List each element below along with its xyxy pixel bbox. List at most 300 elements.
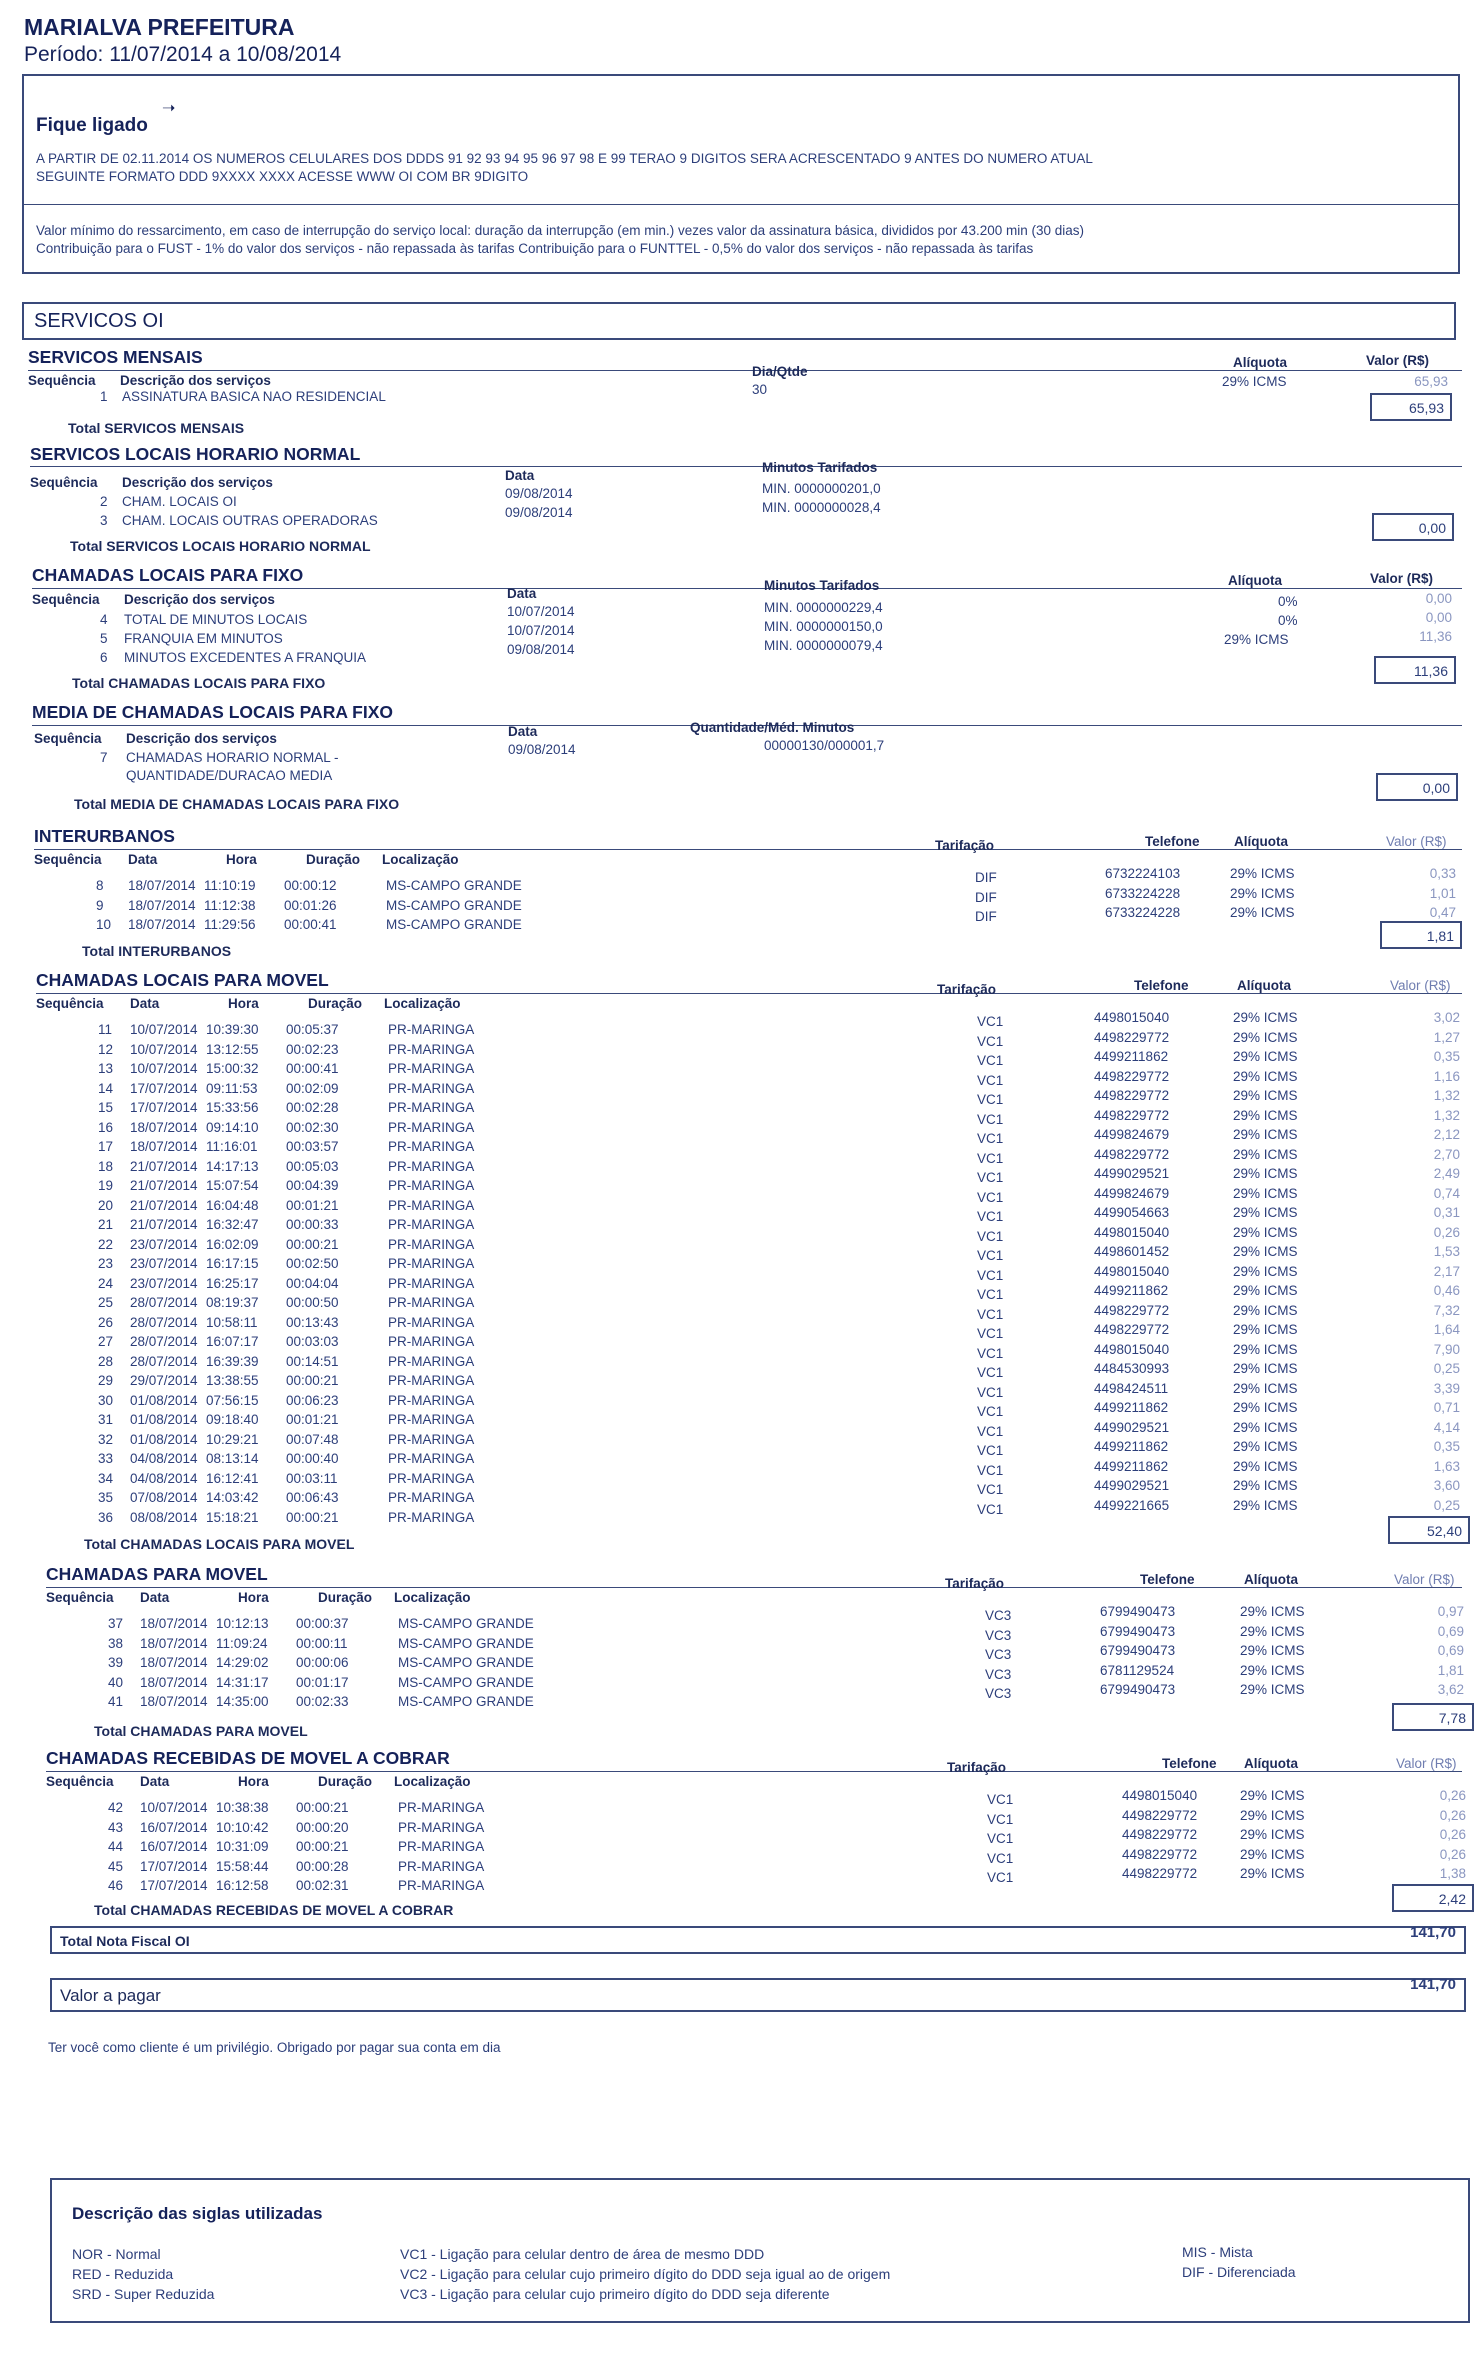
services-banner-label: SERVICOS OI	[34, 310, 164, 332]
row-hora: 09:14:10	[206, 1119, 259, 1135]
row-tarifacao: VC1	[977, 1053, 1004, 1068]
row-tarifacao: VC1	[977, 1404, 1004, 1419]
customer-name: MARIALVA PREFEITURA	[24, 14, 295, 40]
row-valor: 2,12	[1433, 1127, 1460, 1142]
s2-title: SERVICOS LOCAIS HORARIO NORMAL	[30, 444, 361, 464]
row-data: 17/07/2014	[130, 1080, 198, 1096]
row-valor: 7,32	[1433, 1302, 1460, 1318]
row-valor: 7,90	[1433, 1341, 1460, 1357]
row-valor: 1,27	[1433, 1029, 1460, 1045]
row-valor: 3,60	[1433, 1478, 1460, 1493]
row-desc: ASSINATURA BASICA NAO RESIDENCIAL	[122, 389, 386, 404]
col-localizacao: Localização	[384, 996, 461, 1011]
row-seq: 44	[108, 1839, 124, 1854]
row-seq: 24	[98, 1275, 114, 1291]
row-localizacao: PR-MARINGA	[388, 1256, 475, 1271]
s1-title: SERVICOS MENSAIS	[28, 347, 203, 367]
row-aliquota: 29% ICMS	[1240, 1623, 1305, 1639]
legend-red: RED - Reduzida	[72, 2266, 174, 2282]
legend-nor: NOR - Normal	[72, 2246, 161, 2262]
row-duracao: 00:05:03	[286, 1158, 339, 1174]
col-descricao: Descrição dos serviços	[120, 373, 271, 388]
row-hora: 10:58:11	[206, 1314, 258, 1330]
notice-title: Fique ligado	[36, 115, 148, 136]
row-hora: 14:35:00	[216, 1694, 269, 1709]
row-valor: 0,35	[1433, 1049, 1460, 1064]
col-valor: Valor (R$)	[1366, 353, 1430, 368]
row-data: 28/07/2014	[130, 1334, 198, 1349]
row-tarifacao: VC1	[977, 1482, 1004, 1497]
row-duracao: 00:05:37	[286, 1022, 339, 1037]
col-aliquota: Alíquota	[1234, 834, 1288, 849]
row-tarifacao: DIF	[975, 889, 997, 905]
row-quantidade: 00000130/000001,7	[764, 738, 885, 753]
row-aliquota: 29% ICMS	[1233, 1419, 1298, 1435]
row-seq: 10	[96, 917, 112, 932]
row-data: 21/07/2014	[130, 1217, 198, 1232]
s8-title: CHAMADAS RECEBIDAS DE MOVEL A COBRAR	[46, 1748, 450, 1768]
row-seq: 29	[98, 1373, 114, 1388]
row-localizacao: PR-MARINGA	[388, 1470, 475, 1486]
row-localizacao: PR-MARINGA	[388, 1509, 475, 1525]
row-telefone: 4499211862	[1094, 1283, 1169, 1298]
row-hora: 16:39:39	[206, 1353, 259, 1369]
total-nota-fiscal-label: Total Nota Fiscal OI	[60, 1933, 190, 1949]
col-valor: Valor (R$)	[1390, 978, 1451, 993]
col-data: Data	[507, 586, 537, 601]
row-hora: 11:09:24	[216, 1635, 268, 1651]
row-hora: 10:31:09	[216, 1839, 269, 1854]
s2-rule	[30, 466, 1462, 467]
row-duracao: 00:00:37	[296, 1616, 349, 1631]
row-telefone: 6781129524	[1100, 1662, 1175, 1678]
row-valor: 1,63	[1433, 1458, 1460, 1474]
row-aliquota: 29% ICMS	[1233, 1107, 1298, 1123]
col-hora: Hora	[238, 1590, 269, 1605]
row-data: 17/07/2014	[140, 1878, 208, 1893]
row-telefone: 4498015040	[1094, 1263, 1170, 1279]
row-data: 23/07/2014	[130, 1236, 198, 1252]
row-telefone: 4498229772	[1094, 1302, 1170, 1318]
row-hora: 07:56:15	[206, 1392, 259, 1408]
row-aliquota: 29% ICMS	[1240, 1662, 1305, 1678]
col-localizacao: Localização	[382, 852, 459, 867]
row-valor: 0,31	[1433, 1205, 1460, 1220]
row-data: 09/08/2014	[505, 505, 573, 520]
row-valor: 0,69	[1437, 1623, 1464, 1639]
row-aliquota: 29% ICMS	[1233, 1322, 1298, 1337]
row-minutos: MIN. 0000000079,4	[764, 638, 883, 653]
row-aliquota: 29% ICMS	[1233, 1302, 1298, 1318]
row-localizacao: PR-MARINGA	[388, 1158, 475, 1174]
row-localizacao: PR-MARINGA	[388, 1334, 475, 1349]
row-valor: 1,38	[1439, 1866, 1466, 1881]
row-localizacao: PR-MARINGA	[398, 1800, 485, 1815]
row-data: 10/07/2014	[507, 604, 575, 619]
row-duracao: 00:01:21	[286, 1197, 339, 1213]
row-duracao: 00:14:51	[286, 1353, 339, 1369]
legend-box	[50, 2178, 1470, 2323]
row-aliquota: 29% ICMS	[1233, 1088, 1298, 1103]
row-aliquota: 29% ICMS	[1233, 1439, 1298, 1454]
valor-a-pagar-value: 141,70	[1410, 1976, 1456, 1993]
row-hora: 15:33:56	[206, 1100, 259, 1115]
row-valor: 0,97	[1437, 1604, 1464, 1619]
row-tarifacao: VC1	[977, 1092, 1004, 1107]
row-localizacao: PR-MARINGA	[388, 1100, 475, 1115]
row-data: 04/08/2014	[130, 1451, 198, 1466]
row-telefone: 4498229772	[1094, 1088, 1170, 1103]
s1-rule	[28, 370, 1462, 371]
row-data: 09/08/2014	[508, 742, 576, 757]
row-seq: 25	[98, 1295, 114, 1310]
row-hora: 15:18:21	[206, 1509, 259, 1525]
s4-total-label: Total MEDIA DE CHAMADAS LOCAIS PARA FIXO	[74, 796, 400, 812]
row-localizacao: PR-MARINGA	[388, 1119, 475, 1135]
s4-total-box: 0,00	[1376, 773, 1458, 801]
row-aliquota: 0%	[1278, 594, 1298, 609]
row-aliquota: 29% ICMS	[1230, 885, 1295, 901]
total-nota-fiscal-box	[50, 1926, 1466, 1954]
row-hora: 16:07:17	[206, 1334, 259, 1349]
row-hora: 09:11:53	[206, 1080, 258, 1096]
row-seq: 32	[98, 1431, 114, 1447]
row-telefone: 4498015040	[1094, 1224, 1170, 1240]
col-aliquota: Alíquota	[1237, 978, 1291, 993]
row-hora: 14:31:17	[216, 1674, 269, 1690]
notice-line-4: Contribuição para o FUST - 1% do valor dos serviços - não repassada às tarifas Contribuição para o FUNTTEL - 0,5% do valor dos serviços - não repassada às tarifas	[36, 241, 1034, 256]
row-duracao: 00:02:50	[286, 1256, 339, 1271]
col-sequencia: Sequência	[30, 475, 98, 490]
row-duracao: 00:00:28	[296, 1858, 349, 1874]
row-minutos: MIN. 0000000201,0	[762, 481, 881, 496]
row-desc: CHAM. LOCAIS OI	[122, 494, 237, 509]
row-hora: 10:39:30	[206, 1022, 259, 1037]
row-hora: 11:16:01	[206, 1139, 258, 1154]
row-tarifacao: VC1	[977, 1248, 1004, 1263]
row-duracao: 00:02:30	[286, 1119, 339, 1135]
row-valor: 11,36	[1419, 629, 1452, 644]
row-hora: 14:17:13	[206, 1158, 259, 1174]
row-seq: 2	[100, 494, 108, 509]
row-localizacao: PR-MARINGA	[388, 1178, 475, 1193]
row-seq: 19	[98, 1178, 114, 1193]
col-data: Data	[128, 852, 158, 867]
row-seq: 9	[96, 897, 104, 913]
row-tarifacao: VC1	[987, 1792, 1014, 1807]
row-desc: FRANQUIA EM MINUTOS	[124, 631, 283, 646]
row-aliquota: 29% ICMS	[1222, 374, 1287, 389]
row-aliquota: 29% ICMS	[1240, 1827, 1305, 1842]
row-data: 21/07/2014	[130, 1158, 198, 1174]
row-seq: 15	[98, 1100, 114, 1115]
col-telefone: Telefone	[1134, 978, 1189, 993]
row-tarifacao: VC1	[977, 1170, 1004, 1185]
col-hora: Hora	[238, 1774, 269, 1789]
col-aliquota: Alíquota	[1244, 1572, 1298, 1587]
col-duracao: Duração	[308, 996, 363, 1011]
row-data: 23/07/2014	[130, 1275, 198, 1291]
row-valor: 0,25	[1433, 1361, 1460, 1376]
s7-total-box: 7,78	[1392, 1703, 1474, 1731]
row-hora: 15:00:32	[206, 1061, 259, 1076]
legend-title: Descrição das siglas utilizadas	[72, 2204, 323, 2223]
row-aliquota: 29% ICMS	[1233, 1263, 1298, 1279]
row-duracao: 00:06:23	[286, 1392, 339, 1408]
row-duracao: 00:00:33	[286, 1217, 339, 1232]
row-valor: 0,47	[1429, 905, 1456, 920]
row-data: 18/07/2014	[140, 1635, 208, 1651]
row-duracao: 00:03:57	[286, 1139, 339, 1154]
row-aliquota: 29% ICMS	[1233, 1478, 1298, 1493]
row-aliquota: 29% ICMS	[1240, 1682, 1305, 1697]
s3-rule	[32, 588, 1462, 589]
row-duracao: 00:00:50	[286, 1295, 339, 1310]
row-tarifacao: VC1	[977, 1384, 1004, 1400]
row-desc: MINUTOS EXCEDENTES A FRANQUIA	[124, 650, 367, 665]
row-valor: 4,14	[1433, 1419, 1460, 1435]
s5-title: INTERURBANOS	[34, 826, 175, 846]
row-valor: 0,26	[1439, 1846, 1466, 1862]
row-telefone: 4499211862	[1094, 1439, 1169, 1454]
col-data: Data	[130, 996, 160, 1011]
row-hora: 16:17:15	[206, 1256, 259, 1271]
row-duracao: 00:00:12	[284, 878, 337, 893]
col-telefone: Telefone	[1145, 834, 1200, 849]
row-valor: 0,26	[1439, 1827, 1466, 1842]
s3-title: CHAMADAS LOCAIS PARA FIXO	[32, 565, 304, 585]
row-hora: 16:32:47	[206, 1217, 259, 1232]
row-hora: 10:10:42	[216, 1819, 269, 1835]
row-seq: 43	[108, 1819, 124, 1835]
col-tarifacao: Tarifação	[947, 1760, 1007, 1775]
row-tarifacao: VC1	[977, 1131, 1004, 1146]
row-localizacao: PR-MARINGA	[388, 1373, 475, 1388]
col-descricao: Descrição dos serviços	[122, 475, 273, 490]
col-sequencia: Sequência	[32, 592, 100, 607]
row-telefone: 4499824679	[1094, 1185, 1170, 1201]
row-aliquota: 29% ICMS	[1233, 1166, 1298, 1181]
row-duracao: 00:03:11	[286, 1470, 338, 1486]
s6-total-box: 52,40	[1388, 1516, 1470, 1544]
row-aliquota: 29% ICMS	[1240, 1866, 1305, 1881]
row-tarifacao: DIF	[975, 909, 997, 924]
row-hora: 10:29:21	[206, 1431, 259, 1447]
row-localizacao: MS-CAMPO GRANDE	[398, 1655, 534, 1670]
row-hora: 16:02:09	[206, 1236, 259, 1252]
row-duracao: 00:00:21	[286, 1236, 339, 1252]
col-descricao: Descrição dos serviços	[124, 592, 275, 607]
row-data: 18/07/2014	[140, 1694, 208, 1709]
row-seq: 17	[98, 1139, 114, 1154]
row-valor: 0,33	[1429, 866, 1456, 881]
row-telefone: 6799490473	[1100, 1604, 1176, 1619]
notice-divider	[24, 204, 1458, 205]
row-localizacao: PR-MARINGA	[398, 1878, 485, 1893]
row-hora: 13:38:55	[206, 1373, 259, 1388]
row-aliquota: 29% ICMS	[1233, 1458, 1298, 1474]
row-localizacao: PR-MARINGA	[388, 1217, 475, 1232]
row-duracao: 00:02:31	[296, 1878, 349, 1893]
row-telefone: 4498229772	[1094, 1146, 1170, 1162]
row-duracao: 00:13:43	[286, 1314, 339, 1330]
row-localizacao: MS-CAMPO GRANDE	[398, 1616, 534, 1631]
row-tarifacao: VC1	[977, 1033, 1004, 1049]
row-hora: 11:29:56	[204, 917, 256, 932]
row-telefone: 4498229772	[1122, 1846, 1198, 1862]
row-aliquota: 29% ICMS	[1230, 866, 1295, 881]
row-localizacao: PR-MARINGA	[388, 1061, 475, 1076]
s6-total-label: Total CHAMADAS LOCAIS PARA MOVEL	[84, 1536, 355, 1552]
valor-a-pagar-box	[50, 1978, 1466, 2012]
s8-total-box: 2,42	[1392, 1884, 1474, 1912]
row-data: 18/07/2014	[128, 917, 196, 932]
row-seq: 4	[100, 612, 108, 627]
s7-total-label: Total CHAMADAS PARA MOVEL	[94, 1723, 308, 1739]
row-data: 28/07/2014	[130, 1295, 198, 1310]
row-duracao: 00:00:21	[286, 1373, 339, 1388]
row-aliquota: 29% ICMS	[1230, 905, 1295, 920]
row-seq: 6	[100, 650, 108, 665]
col-aliquota: Alíquota	[1233, 355, 1287, 370]
row-aliquota: 0%	[1278, 613, 1298, 628]
col-telefone: Telefone	[1162, 1756, 1217, 1771]
row-telefone: 4499824679	[1094, 1127, 1170, 1142]
row-valor: 0,00	[1425, 610, 1452, 625]
row-localizacao: PR-MARINGA	[388, 1295, 475, 1310]
row-valor: 0,26	[1433, 1224, 1460, 1240]
col-duracao: Duração	[318, 1774, 373, 1789]
row-data: 28/07/2014	[130, 1314, 198, 1330]
row-aliquota: 29% ICMS	[1240, 1807, 1305, 1823]
row-telefone: 4499054663	[1094, 1205, 1170, 1220]
row-hora: 14:03:42	[206, 1490, 259, 1505]
row-hora: 10:12:13	[216, 1616, 269, 1631]
row-valor: 65,93	[1414, 374, 1448, 389]
col-telefone: Telefone	[1140, 1572, 1195, 1587]
row-valor: 1,64	[1433, 1322, 1460, 1337]
row-hora: 08:13:14	[206, 1451, 259, 1466]
row-seq: 21	[98, 1217, 114, 1232]
row-seq: 18	[98, 1158, 114, 1174]
row-minutos: MIN. 0000000150,0	[764, 619, 883, 634]
row-tarifacao: VC1	[977, 1443, 1004, 1458]
row-aliquota: 29% ICMS	[1240, 1788, 1305, 1803]
row-aliquota: 29% ICMS	[1240, 1643, 1305, 1658]
row-data: 09/08/2014	[505, 486, 573, 501]
row-localizacao: PR-MARINGA	[388, 1412, 475, 1427]
row-seq: 14	[98, 1080, 114, 1096]
row-tarifacao: VC1	[977, 1306, 1004, 1322]
row-localizacao: PR-MARINGA	[388, 1275, 475, 1291]
col-minutos: Minutos Tarifados	[764, 578, 880, 593]
row-aliquota: 29% ICMS	[1240, 1604, 1305, 1619]
notice-line-1: A PARTIR DE 02.11.2014 OS NUMEROS CELULARES DOS DDDS 91 92 93 94 95 96 97 98 E 99 TERAO 9 DIGITOS SERA ACRESCENTADO 9 ANTES DO NUMERO ATUAL	[36, 151, 1093, 166]
row-localizacao: PR-MARINGA	[388, 1451, 475, 1466]
s6-title: CHAMADAS LOCAIS PARA MOVEL	[36, 970, 329, 990]
row-data: 18/07/2014	[130, 1139, 198, 1154]
row-hora: 16:04:48	[206, 1197, 259, 1213]
row-telefone: 4498229772	[1122, 1807, 1198, 1823]
row-seq: 40	[108, 1674, 124, 1690]
s3-total-box: 11,36	[1374, 656, 1456, 684]
row-duracao: 00:01:21	[286, 1412, 339, 1427]
row-hora: 11:12:38	[204, 897, 256, 913]
services-banner	[22, 302, 1456, 340]
s7-rule	[46, 1587, 1462, 1588]
row-valor: 1,16	[1433, 1068, 1460, 1084]
row-aliquota: 29% ICMS	[1233, 1341, 1298, 1357]
s4-title: MEDIA DE CHAMADAS LOCAIS PARA FIXO	[32, 702, 394, 722]
row-data: 10/07/2014	[140, 1800, 208, 1815]
row-localizacao: MS-CAMPO GRANDE	[386, 878, 522, 893]
row-data: 10/07/2014	[130, 1022, 198, 1037]
billing-period: Período: 11/07/2014 a 10/08/2014	[24, 43, 342, 66]
col-valor: Valor (R$)	[1370, 571, 1434, 586]
row-telefone: 4499221665	[1094, 1497, 1170, 1513]
row-aliquota: 29% ICMS	[1233, 1497, 1298, 1513]
row-duracao: 00:00:06	[296, 1655, 349, 1670]
row-duracao: 00:01:17	[296, 1674, 349, 1690]
col-hora: Hora	[228, 996, 259, 1011]
row-seq: 30	[98, 1392, 114, 1408]
col-valor: Valor (R$)	[1396, 1756, 1457, 1771]
row-data: 28/07/2014	[130, 1353, 198, 1369]
row-data: 01/08/2014	[130, 1392, 198, 1408]
row-tarifacao: VC1	[977, 1111, 1004, 1127]
valor-a-pagar-label: Valor a pagar	[60, 1986, 161, 2005]
s6-rule	[36, 993, 1462, 994]
row-seq: 16	[98, 1119, 114, 1135]
row-aliquota: 29% ICMS	[1233, 1361, 1298, 1376]
row-valor: 0,71	[1433, 1400, 1460, 1415]
row-localizacao: MS-CAMPO GRANDE	[386, 917, 522, 932]
row-data: 16/07/2014	[140, 1819, 208, 1835]
col-valor: Valor (R$)	[1394, 1572, 1455, 1587]
row-valor: 1,32	[1433, 1107, 1460, 1123]
row-seq: 22	[98, 1236, 114, 1252]
row-tarifacao: VC1	[987, 1850, 1014, 1866]
legend-vc1: VC1 - Ligação para celular dentro de área de mesmo DDD	[400, 2246, 765, 2262]
row-valor: 0,25	[1433, 1497, 1460, 1513]
row-tarifacao: VC1	[977, 1345, 1004, 1361]
row-localizacao: PR-MARINGA	[388, 1314, 475, 1330]
row-seq: 36	[98, 1509, 114, 1525]
col-data: Data	[140, 1774, 170, 1789]
legend-dif: DIF - Diferenciada	[1182, 2264, 1296, 2280]
row-localizacao: PR-MARINGA	[388, 1080, 475, 1096]
row-duracao: 00:02:28	[286, 1100, 339, 1115]
row-seq: 5	[100, 631, 108, 646]
s8-total-label: Total CHAMADAS RECEBIDAS DE MOVEL A COBRAR	[94, 1902, 454, 1918]
row-seq: 12	[98, 1041, 114, 1057]
row-valor: 0,26	[1439, 1788, 1466, 1803]
thank-you-note: Ter você como cliente é um privilégio. Obrigado por pagar sua conta em dia	[48, 2040, 501, 2055]
col-hora: Hora	[226, 852, 257, 867]
total-nota-fiscal-value: 141,70	[1410, 1924, 1456, 1941]
row-telefone: 4498015040	[1094, 1010, 1170, 1025]
col-diaqtde: Dia/Qtde	[752, 364, 808, 379]
col-duracao: Duração	[306, 852, 361, 867]
row-telefone: 6733224228	[1105, 885, 1181, 901]
row-tarifacao: VC1	[977, 1228, 1004, 1244]
legend-srd: SRD - Super Reduzida	[72, 2286, 215, 2302]
row-seq: 38	[108, 1635, 124, 1651]
row-aliquota: 29% ICMS	[1233, 1185, 1298, 1201]
row-seq: 11	[98, 1022, 113, 1037]
col-aliquota: Alíquota	[1228, 573, 1282, 588]
notice-line-3: Valor mínimo do ressarcimento, em caso de interrupção do serviço local: duração da interrupção (em min.) vezes valor da assinatura básica, divididos por 43.200 min (30 dias)	[36, 223, 1085, 238]
